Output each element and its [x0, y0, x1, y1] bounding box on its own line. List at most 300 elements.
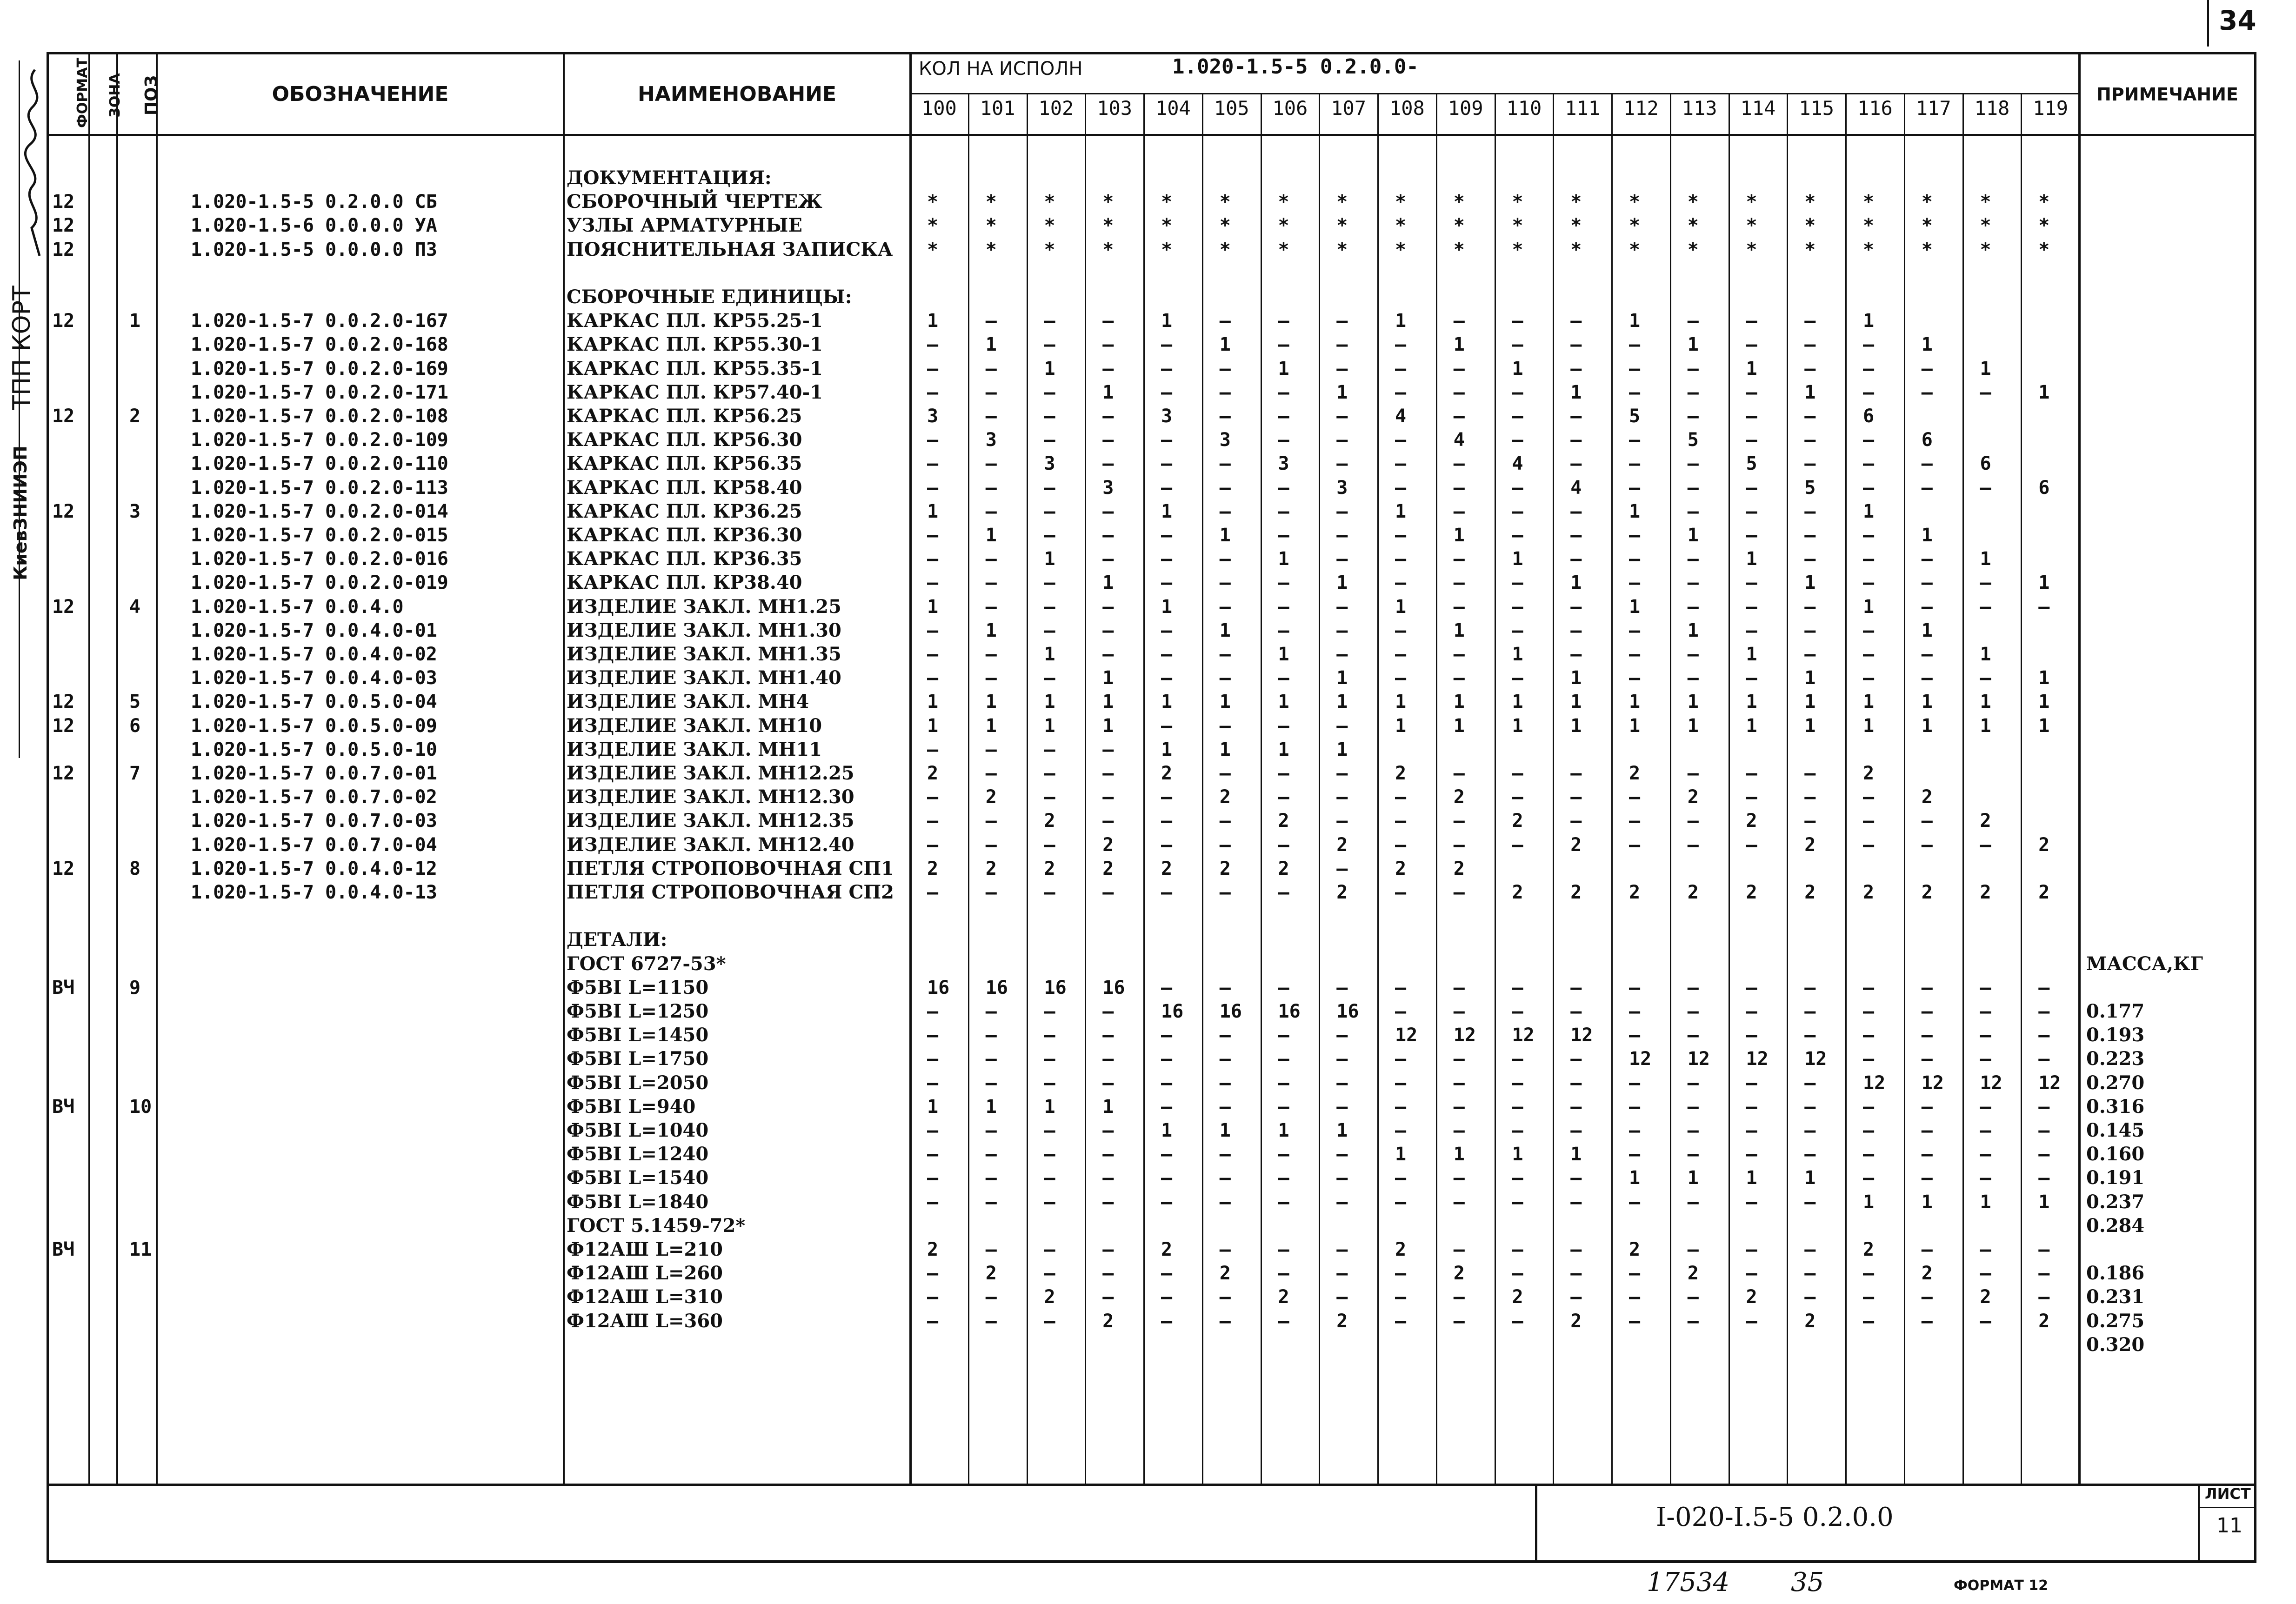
row-qty: 2 — [1395, 1239, 1407, 1260]
row-qty: – — [1336, 858, 1348, 879]
row-qty: 2 — [2038, 834, 2050, 856]
row-qty: – — [1570, 406, 1582, 427]
row-qty: 2 — [1044, 1286, 1055, 1308]
row-qty: 1 — [1336, 1120, 1348, 1141]
row-qty: 12 — [1453, 1025, 1476, 1046]
row-qty: 3 — [1044, 453, 1055, 475]
row-format: 12 — [52, 858, 75, 879]
row-qty: 1 — [1278, 644, 1289, 665]
row-qty: – — [1921, 477, 1933, 499]
row-qty: – — [1102, 453, 1114, 475]
row-qty: – — [1687, 500, 1699, 522]
row-qty: 2 — [1453, 786, 1465, 808]
col-line-pos — [156, 52, 158, 1484]
page-number: 34 — [2219, 5, 2256, 36]
row-qty: – — [1161, 1191, 1173, 1213]
row-qty: – — [927, 667, 939, 689]
row-designation: 1.020-1.5-7 0.0.7.0-04 — [191, 834, 437, 856]
row-note: 0.160 — [2086, 1143, 2145, 1165]
row-name: ПОЯСНИТЕЛЬНАЯ ЗАПИСКА — [567, 238, 893, 260]
row-qty: 1 — [1687, 334, 1699, 356]
row-qty: * — [1746, 239, 1757, 260]
row-qty: 16 — [1278, 1001, 1301, 1022]
row-qty: 2 — [1980, 810, 1991, 832]
row-qty: 1 — [1453, 691, 1465, 713]
row-qty: – — [1453, 572, 1465, 594]
row-qty: * — [1336, 215, 1348, 237]
row-qty: 1 — [1102, 667, 1114, 689]
row-qty: – — [1570, 500, 1582, 522]
row-qty: – — [1629, 834, 1641, 856]
row-qty: – — [985, 834, 997, 856]
row-qty: – — [1395, 1048, 1407, 1070]
row-qty: * — [985, 191, 997, 213]
row-qty: 3 — [1102, 477, 1114, 499]
row-qty: – — [1395, 644, 1407, 665]
row-qty: – — [1395, 1191, 1407, 1213]
row-qty: – — [1863, 1025, 1875, 1046]
row-qty: – — [1102, 1144, 1114, 1165]
sheet-box-mid — [2198, 1507, 2256, 1508]
row-qty: – — [1278, 1144, 1289, 1165]
row-qty: – — [985, 453, 997, 475]
variant-header: 109 — [1448, 97, 1483, 120]
row-qty: – — [1804, 334, 1816, 356]
row-qty: 3 — [1336, 477, 1348, 499]
row-qty: – — [1395, 477, 1407, 499]
row-qty: – — [1219, 882, 1231, 903]
row-qty: – — [1687, 834, 1699, 856]
row-qty: 2 — [1102, 1310, 1114, 1332]
row-name: УЗЛЫ АРМАТУРНЫЕ — [567, 214, 802, 237]
row-qty: – — [1395, 334, 1407, 356]
row-qty: – — [1746, 334, 1757, 356]
row-qty: 1 — [1863, 596, 1875, 618]
row-qty: 16 — [1336, 1001, 1359, 1022]
row-designation: 1.020-1.5-7 0.0.4.0-13 — [191, 882, 437, 903]
row-qty: 6 — [1863, 406, 1875, 427]
row-qty: 2 — [1687, 786, 1699, 808]
row-qty: – — [1629, 381, 1641, 403]
row-qty: – — [985, 1120, 997, 1141]
row-qty: * — [1804, 191, 1816, 213]
row-qty: – — [1278, 406, 1289, 427]
row-qty: – — [1102, 810, 1114, 832]
row-note: 0.284 — [2086, 1214, 2145, 1237]
row-qty: – — [1629, 1263, 1641, 1285]
row-qty: 1 — [927, 1096, 939, 1118]
row-qty: – — [985, 548, 997, 570]
row-qty: – — [1219, 715, 1231, 737]
row-qty: – — [927, 644, 939, 665]
row-qty: – — [1687, 810, 1699, 832]
row-qty: – — [1687, 572, 1699, 594]
row-designation: 1.020-1.5-5 0.2.0.0 СБ — [191, 191, 437, 213]
row-format: 12 — [52, 596, 75, 618]
row-qty: – — [1453, 1001, 1465, 1022]
row-qty: – — [1278, 667, 1289, 689]
row-qty: – — [1102, 739, 1114, 760]
row-qty: – — [1629, 429, 1641, 451]
row-qty: – — [1453, 1120, 1465, 1141]
row-designation: 1.020-1.5-7 0.0.7.0-02 — [191, 786, 437, 808]
row-qty: – — [1161, 381, 1173, 403]
row-qty: – — [1102, 1120, 1114, 1141]
row-qty: – — [1044, 477, 1055, 499]
row-qty: 12 — [1863, 1072, 1886, 1094]
row-qty: – — [1336, 1048, 1348, 1070]
row-qty: 1 — [1804, 715, 1816, 737]
row-qty: 1 — [1044, 691, 1055, 713]
row-name: Ф5ВI L=1750 — [567, 1048, 709, 1070]
col-line-des — [563, 52, 565, 1484]
row-name: Ф5ВI L=1150 — [567, 976, 709, 998]
row-qty: * — [927, 215, 939, 237]
row-qty: * — [1921, 215, 1933, 237]
row-qty: 2 — [1570, 1310, 1582, 1332]
row-qty: – — [1453, 810, 1465, 832]
row-qty: 2 — [1512, 1286, 1523, 1308]
row-name: ИЗДЕЛИЕ ЗАКЛ. МН10 — [567, 714, 822, 737]
frame-right — [2254, 52, 2256, 1563]
row-qty: – — [1278, 977, 1289, 998]
row-qty: 6 — [1921, 429, 1933, 451]
row-qty: – — [1336, 977, 1348, 998]
row-qty: – — [985, 763, 997, 784]
row-qty: 2 — [1804, 882, 1816, 903]
row-qty: – — [1804, 1120, 1816, 1141]
row-qty: – — [1746, 1072, 1757, 1094]
row-qty: – — [1687, 358, 1699, 379]
sheet-label: ЛИСТ — [2205, 1485, 2251, 1503]
row-qty: * — [1336, 191, 1348, 213]
row-qty: 1 — [1161, 691, 1173, 713]
row-qty: – — [1219, 1072, 1231, 1094]
row-qty: – — [1395, 667, 1407, 689]
row-qty: – — [1161, 453, 1173, 475]
row-qty: 2 — [1219, 858, 1231, 879]
row-qty: – — [1863, 1263, 1875, 1285]
row-qty: – — [1921, 381, 1933, 403]
row-qty: 1 — [1044, 548, 1055, 570]
row-qty: – — [1219, 1167, 1231, 1189]
row-qty: 1 — [1161, 596, 1173, 618]
row-qty: 1 — [2038, 1191, 2050, 1213]
row-format: 12 — [52, 715, 75, 737]
row-qty: – — [1161, 1286, 1173, 1308]
row-qty: – — [1102, 1239, 1114, 1260]
row-qty: 1 — [1161, 1120, 1173, 1141]
row-qty: – — [1687, 453, 1699, 475]
row-name: ИЗДЕЛИЕ ЗАКЛ. МН1.30 — [567, 619, 841, 641]
row-qty: – — [1102, 1001, 1114, 1022]
row-qty: – — [1980, 477, 1991, 499]
row-qty: 1 — [2038, 381, 2050, 403]
row-qty: 1 — [985, 619, 997, 641]
row-qty: * — [1219, 239, 1231, 260]
row-qty: – — [1570, 453, 1582, 475]
row-qty: – — [1746, 1120, 1757, 1141]
row-qty: * — [1336, 239, 1348, 260]
row-qty: – — [1219, 477, 1231, 499]
row-qty: 2 — [2038, 1310, 2050, 1332]
variant-header: 107 — [1331, 97, 1367, 120]
row-qty: – — [2038, 1096, 2050, 1118]
row-qty: – — [1629, 572, 1641, 594]
row-name: КАРКАС ПЛ. КР55.35-1 — [567, 357, 823, 379]
row-qty: 1 — [1512, 548, 1523, 570]
row-qty: * — [1863, 215, 1875, 237]
row-qty: – — [1161, 525, 1173, 546]
row-qty: – — [1278, 1310, 1289, 1332]
row-qty: – — [1629, 548, 1641, 570]
row-qty: – — [1161, 477, 1173, 499]
row-qty: 1 — [1336, 691, 1348, 713]
row-qty: * — [1102, 239, 1114, 260]
row-qty: – — [1980, 1167, 1991, 1189]
row-qty: * — [2038, 191, 2050, 213]
row-qty: * — [1570, 215, 1582, 237]
row-name: СБОРОЧНЫЙ ЧЕРТЕЖ — [567, 191, 822, 213]
row-qty: 2 — [1980, 882, 1991, 903]
row-qty: – — [1219, 1239, 1231, 1260]
row-qty: – — [1687, 1025, 1699, 1046]
row-qty: – — [1629, 810, 1641, 832]
designation-header: ОБОЗНАЧЕНИЕ — [272, 82, 449, 106]
row-qty: – — [1746, 1001, 1757, 1022]
row-qty: 1 — [985, 525, 997, 546]
row-name: Ф5ВI L=1840 — [567, 1191, 709, 1213]
row-name: ИЗДЕЛИЕ ЗАКЛ. МН12.30 — [567, 786, 854, 808]
variant-header: 117 — [1916, 97, 1951, 120]
row-qty: – — [1570, 644, 1582, 665]
row-qty: – — [1746, 1096, 1757, 1118]
row-qty: – — [1512, 1120, 1523, 1141]
row-qty: 6 — [2038, 477, 2050, 499]
row-name: ДЕТАЛИ: — [567, 929, 667, 951]
row-qty: 2 — [2038, 882, 2050, 903]
row-name: ПЕТЛЯ СТРОПОВОЧНАЯ СП2 — [567, 881, 894, 903]
row-qty: – — [1863, 810, 1875, 832]
row-qty: – — [1278, 786, 1289, 808]
row-qty: 1 — [1395, 715, 1407, 737]
row-qty: – — [1980, 596, 1991, 618]
row-qty: – — [1336, 810, 1348, 832]
row-qty: 1 — [1629, 1167, 1641, 1189]
row-qty: 1 — [1219, 525, 1231, 546]
row-name: Ф5ВI L=1250 — [567, 1000, 709, 1022]
row-qty: – — [2038, 596, 2050, 618]
row-qty: – — [1453, 381, 1465, 403]
row-name: Ф5ВI L=940 — [567, 1095, 696, 1118]
row-qty: – — [1629, 619, 1641, 641]
row-qty: 1 — [1102, 691, 1114, 713]
row-qty: – — [2038, 1025, 2050, 1046]
row-qty: – — [1687, 1286, 1699, 1308]
row-qty: – — [1161, 667, 1173, 689]
row-qty: 1 — [1863, 715, 1875, 737]
row-qty: – — [1687, 548, 1699, 570]
row-qty: 12 — [2038, 1072, 2061, 1094]
row-qty: – — [1044, 1120, 1055, 1141]
row-qty: 1 — [1336, 572, 1348, 594]
row-qty: – — [1512, 334, 1523, 356]
row-qty: 1 — [1863, 691, 1875, 713]
row-qty: 1 — [1395, 691, 1407, 713]
row-qty: – — [1278, 763, 1289, 784]
row-qty: – — [927, 739, 939, 760]
row-qty: – — [1921, 1001, 1933, 1022]
row-qty: 2 — [1161, 858, 1173, 879]
row-qty: – — [1921, 1286, 1933, 1308]
row-qty: – — [1863, 477, 1875, 499]
row-note: 0.177 — [2086, 1000, 2145, 1022]
row-qty: – — [1512, 1239, 1523, 1260]
row-qty: – — [985, 1286, 997, 1308]
row-qty: – — [1921, 1310, 1933, 1332]
row-qty: * — [1161, 191, 1173, 213]
row-qty: – — [1629, 1072, 1641, 1094]
row-qty: – — [1863, 667, 1875, 689]
row-qty: – — [1512, 1001, 1523, 1022]
row-qty: – — [1219, 810, 1231, 832]
row-qty: – — [1746, 1310, 1757, 1332]
row-qty: – — [985, 1072, 997, 1094]
row-qty: – — [1219, 1286, 1231, 1308]
row-qty: 1 — [1278, 739, 1289, 760]
row-qty: – — [1161, 619, 1173, 641]
row-qty: * — [1921, 191, 1933, 213]
doc-code: I-020-I.5-5 0.2.0.0 — [1656, 1502, 1894, 1532]
row-qty: * — [1395, 239, 1407, 260]
row-qty: – — [1395, 1286, 1407, 1308]
row-qty: – — [1570, 358, 1582, 379]
row-qty: – — [1161, 1025, 1173, 1046]
row-qty: 1 — [1336, 667, 1348, 689]
row-qty: * — [1512, 239, 1523, 260]
row-qty: – — [1512, 786, 1523, 808]
row-designation: 1.020-1.5-7 0.0.2.0-110 — [191, 453, 448, 475]
row-qty: – — [1921, 1048, 1933, 1070]
row-note: 0.320 — [2086, 1333, 2145, 1356]
row-qty: 2 — [1629, 1239, 1641, 1260]
row-designation: 1.020-1.5-7 0.0.2.0-168 — [191, 334, 448, 356]
row-qty: – — [1921, 453, 1933, 475]
row-qty: – — [985, 810, 997, 832]
row-qty: 1 — [1570, 572, 1582, 594]
row-qty: – — [1804, 977, 1816, 998]
row-qty: – — [1921, 358, 1933, 379]
row-qty: – — [1219, 977, 1231, 998]
row-qty: – — [1044, 1072, 1055, 1094]
row-qty: – — [1629, 1001, 1641, 1022]
note-header: ПРИМЕЧАНИЕ — [2096, 84, 2238, 105]
row-position: 4 — [129, 596, 141, 618]
row-qty: – — [1161, 1096, 1173, 1118]
row-qty: 1 — [1980, 358, 1991, 379]
row-designation: 1.020-1.5-7 0.0.4.0-02 — [191, 644, 437, 665]
row-qty: – — [1512, 1048, 1523, 1070]
row-qty: – — [1687, 763, 1699, 784]
row-qty: – — [1570, 786, 1582, 808]
row-qty: * — [1512, 215, 1523, 237]
row-qty: – — [1453, 977, 1465, 998]
row-qty: – — [1278, 572, 1289, 594]
row-qty: 1 — [1804, 381, 1816, 403]
row-qty: 16 — [985, 977, 1008, 998]
row-designation: 1.020-1.5-7 0.0.2.0-169 — [191, 358, 448, 379]
row-name: КАРКАС ПЛ. КР36.30 — [567, 524, 802, 546]
row-qty: – — [1629, 1096, 1641, 1118]
row-qty: 1 — [1336, 381, 1348, 403]
variant-header: 118 — [1974, 97, 2010, 120]
row-format: 12 — [52, 691, 75, 713]
row-qty: * — [1219, 215, 1231, 237]
variant-header: 115 — [1799, 97, 1835, 120]
row-qty: 1 — [985, 691, 997, 713]
row-qty: 1 — [1980, 548, 1991, 570]
row-qty: 2 — [1512, 882, 1523, 903]
row-qty: 1 — [1219, 739, 1231, 760]
row-qty: – — [1336, 1167, 1348, 1189]
row-qty: – — [1336, 596, 1348, 618]
row-name: СБОРОЧНЫЕ ЕДИНИЦЫ: — [567, 286, 852, 308]
row-name: Ф5ВI L=1040 — [567, 1119, 709, 1141]
row-qty: – — [1453, 1191, 1465, 1213]
row-qty: – — [1278, 1096, 1289, 1118]
row-qty: – — [1278, 1025, 1289, 1046]
row-qty: – — [1570, 810, 1582, 832]
row-qty: 1 — [1512, 691, 1523, 713]
variant-header: 112 — [1623, 97, 1659, 120]
row-qty: – — [2038, 1263, 2050, 1285]
row-qty: – — [1336, 1072, 1348, 1094]
row-qty: * — [1102, 191, 1114, 213]
row-qty: – — [1746, 667, 1757, 689]
row-qty: – — [1512, 500, 1523, 522]
row-qty: – — [927, 453, 939, 475]
row-format: 12 — [52, 500, 75, 522]
row-qty: 1 — [1336, 739, 1348, 760]
row-qty: * — [1863, 191, 1875, 213]
row-qty: 1 — [1629, 310, 1641, 332]
row-qty: – — [1570, 1191, 1582, 1213]
row-qty: – — [1512, 619, 1523, 641]
row-qty: * — [1687, 191, 1699, 213]
header-bottom-line — [47, 134, 2256, 136]
row-qty: – — [1278, 1048, 1289, 1070]
row-name: ИЗДЕЛИЕ ЗАКЛ. МН4 — [567, 691, 809, 713]
row-qty: – — [1044, 1048, 1055, 1070]
row-qty: – — [1921, 1239, 1933, 1260]
row-qty: – — [1161, 1310, 1173, 1332]
row-qty: – — [927, 810, 939, 832]
row-qty: – — [2038, 1120, 2050, 1141]
row-qty: 1 — [1512, 1144, 1523, 1165]
row-qty: 1 — [1570, 715, 1582, 737]
row-qty: * — [1629, 191, 1641, 213]
row-qty: – — [1395, 381, 1407, 403]
row-qty: – — [1804, 596, 1816, 618]
row-qty: – — [927, 525, 939, 546]
row-qty: – — [1395, 1001, 1407, 1022]
variant-header: 111 — [1565, 97, 1601, 120]
row-qty: – — [1336, 358, 1348, 379]
row-qty: * — [1629, 215, 1641, 237]
row-qty: – — [985, 739, 997, 760]
row-qty: 1 — [927, 310, 939, 332]
row-qty: 2 — [1219, 1263, 1231, 1285]
